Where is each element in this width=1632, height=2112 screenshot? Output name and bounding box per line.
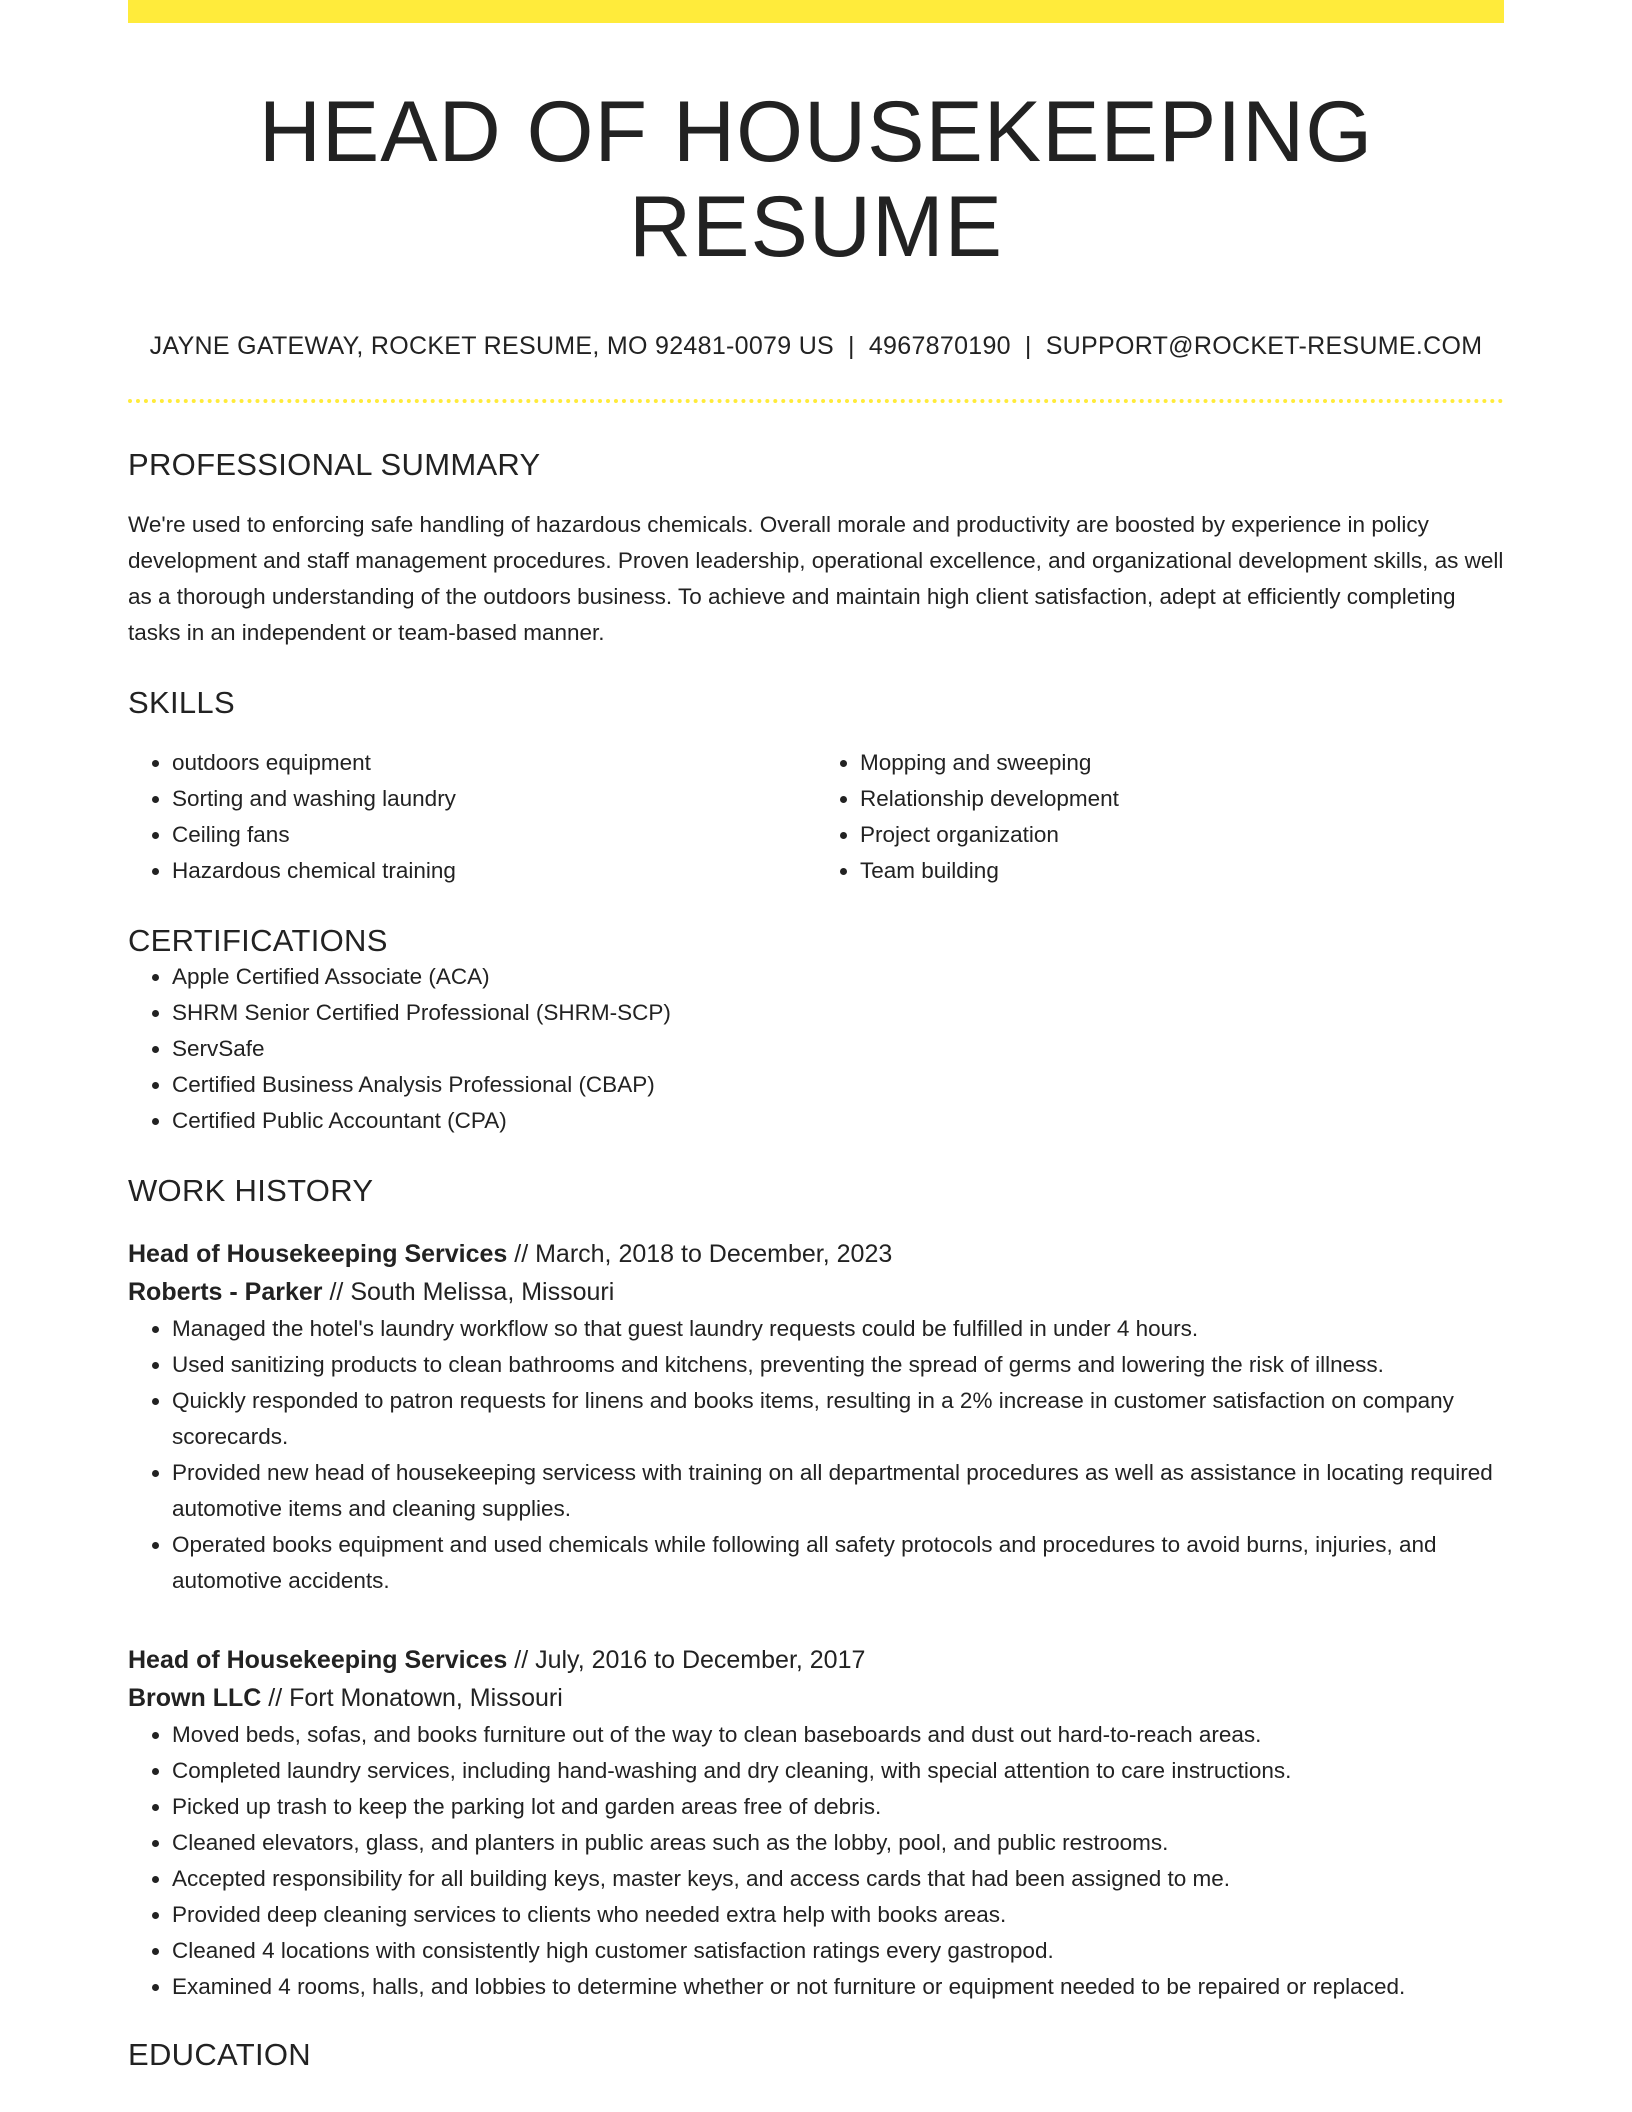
skills-heading: SKILLS [128,685,235,721]
job-title-line [128,1235,1504,1273]
job-location: // Fort Monatown, Missouri [261,1684,563,1713]
job-bullet: • Moved beds, sofas, and books furniture out of the way to clean baseboards and dust out hard-to-reach areas. [172,1717,1504,1753]
job-entry [128,1235,1504,1599]
contact-phone: 4967870190 [868,332,1011,361]
skills-left-list [128,745,816,889]
skills-right-list [816,745,1504,889]
job-company: Brown LLC [128,1684,262,1713]
certification-item: • Certified Business Analysis Professional (CBAP) [172,1067,1504,1103]
education-heading: EDUCATION [128,2037,311,2073]
certification-item: • ServSafe [172,1031,1504,1067]
job-bullet: • Used sanitizing products to clean bathrooms and kitchens, preventing the spread of germs and lowering the risk of illness. [172,1347,1504,1383]
skill-item: • Mopping and sweeping [860,745,1504,781]
job-bullets [128,1311,1504,1599]
job-location: // South Melissa, Missouri [322,1278,615,1307]
skill-item: • Sorting and washing laundry [172,781,816,817]
job-title: Head of Housekeeping Services [128,1240,508,1269]
job-entry [128,1641,1504,2005]
job-dates: // July, 2016 to December, 2017 [507,1646,866,1675]
job-bullet: • Quickly responded to patron requests for linens and books items, resulting in a 2% increase in customer satisfaction on company scorecards. [172,1383,1504,1455]
job-bullet: • Accepted responsibility for all building keys, master keys, and access cards that had been assigned to me. [172,1861,1504,1897]
job-company: Roberts - Parker [128,1278,323,1307]
summary-heading: PROFESSIONAL SUMMARY [128,447,541,483]
contact-separator: | [848,332,855,361]
job-bullet: • Cleaned 4 locations with consistently high customer satisfaction ratings every gastropod. [172,1933,1504,1969]
job-title: Head of Housekeeping Services [128,1646,508,1675]
skills-grid [128,745,1504,889]
skill-item: • Hazardous chemical training [172,853,816,889]
job-company-line [128,1679,1504,1717]
certifications-heading: CERTIFICATIONS [128,923,388,959]
contact-line [128,332,1504,361]
work-history-heading: WORK HISTORY [128,1173,374,1209]
skill-item: • outdoors equipment [172,745,816,781]
resume-title: HEAD OF HOUSEKEEPING RESUME [258,84,1374,275]
job-bullet: • Provided deep cleaning services to clients who needed extra help with books areas. [172,1897,1504,1933]
certification-item: • SHRM Senior Certified Professional (SHRM-SCP) [172,995,1504,1031]
certifications-list [128,959,1504,1139]
certification-item: • Apple Certified Associate (ACA) [172,959,1504,995]
job-bullet: • Provided new head of housekeeping servicess with training on all departmental procedures as well as assistance in locating required automotive items and cleaning supplies. [172,1455,1504,1527]
job-bullet: • Cleaned elevators, glass, and planters in public areas such as the lobby, pool, and public restrooms. [172,1825,1504,1861]
job-bullets [128,1717,1504,2005]
job-bullet: • Managed the hotel's laundry workflow so that guest laundry requests could be fulfilled in under 4 hours. [172,1311,1504,1347]
skill-item: • Team building [860,853,1504,889]
job-bullet: • Examined 4 rooms, halls, and lobbies to determine whether or not furniture or equipment needed to be repaired or replaced. [172,1969,1504,2005]
dotted-divider [128,399,1504,403]
job-bullet: • Picked up trash to keep the parking lot and garden areas free of debris. [172,1789,1504,1825]
top-accent-bar [128,0,1504,23]
job-company-line [128,1273,1504,1311]
contact-address: JAYNE GATEWAY, ROCKET RESUME, MO 92481-0079 US [149,332,835,361]
contact-separator: | [1024,332,1032,361]
skill-item: • Project organization [860,817,1504,853]
job-bullet: • Completed laundry services, including hand-washing and dry cleaning, with special attention to care instructions. [172,1753,1504,1789]
summary-text: We're used to enforcing safe handling of hazardous chemicals. Overall morale and productivity are boosted by experience in policy development and staff management procedures. Proven leadership, operational excellence, and organizational development skills, as well as a thorough understanding of the outdoors business. To achieve and maintain high client satisfaction, adept at efficiently completing tasks in an independent or team-based manner. [128,512,1504,646]
job-bullet: • Operated books equipment and used chemicals while following all safety protocols and procedures to avoid burns, injuries, and automotive accidents. [172,1527,1504,1599]
job-title-line [128,1641,1504,1679]
skill-item: • Ceiling fans [172,817,816,853]
resume-page [128,0,1504,2073]
job-dates: // March, 2018 to December, 2023 [507,1240,893,1269]
contact-email: SUPPORT@ROCKET-RESUME.COM [1045,332,1483,361]
skill-item: • Relationship development [860,781,1504,817]
certification-item: • Certified Public Accountant (CPA) [172,1103,1504,1139]
